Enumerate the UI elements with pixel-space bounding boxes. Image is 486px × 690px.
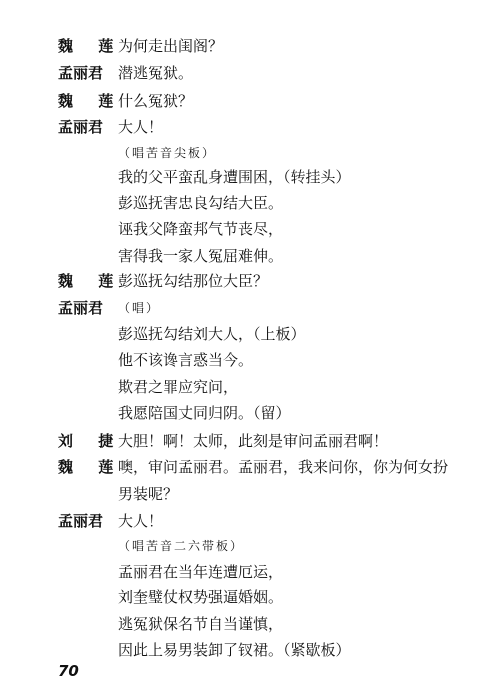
dialogue-text: 逃冤狱保名节自当谨慎， [118,615,284,633]
speaker-name: 魏 莲 [58,37,124,55]
speaker-name: 孟丽君 [58,299,104,317]
speaker-name: 孟丽君 [58,512,104,530]
speaker-name: 魏 莲 [58,92,124,110]
dialogue-text: 害得我一家人冤屈难伸。 [118,247,284,265]
dialogue-text: 因此上易男装卸了钗裙。（紧歇板） [118,641,351,659]
dialogue-text: 诬我父降蛮邦气节丧尽， [118,220,284,238]
page-number: 70 [58,662,79,680]
dialogue-text: （唱） [118,301,161,315]
dialogue-text: 彭巡抚害忠良勾结大臣。 [118,194,284,212]
dialogue-text: 大人！ [118,118,164,136]
dialogue-text: 噢，审问孟丽君。孟丽君，我来问你，你为何女扮 [118,458,449,476]
dialogue-text: （唱苦音二六带板） [118,539,245,553]
dialogue-text: 彭巡抚勾结刘大人，（上板） [118,325,306,343]
dialogue-text: 彭巡抚勾结那位大臣？ [118,272,269,290]
dialogue-text: 欺君之罪应究问， [118,378,239,396]
dialogue-text: 孟丽君在当年连遭厄运， [118,563,284,581]
dialogue-text: 什么冤狱？ [118,92,194,110]
dialogue-text: 我的父平蛮乱身遭围困，（转挂头） [118,168,351,186]
speaker-name: 孟丽君 [58,118,104,136]
speaker-name: 魏 莲 [58,272,124,290]
dialogue-text: 我愿陪国丈同归阴。（留） [118,404,291,422]
dialogue-text: 他不该谗言惑当今。 [118,351,254,369]
dialogue-text: （唱苦音尖板） [118,146,217,160]
dialogue-text: 为何走出闺阁？ [118,37,224,55]
dialogue-text: 潜逃冤狱。 [118,64,194,82]
speaker-name: 刘 捷 [58,432,124,450]
dialogue-text: 大人！ [118,512,164,530]
speaker-name: 魏 莲 [58,458,124,476]
dialogue-text: 大胆！啊！太师，此刻是审问孟丽君啊！ [118,432,389,450]
dialogue-text: 刘奎璧仗权势强逼婚姻。 [118,588,284,606]
speaker-name: 孟丽君 [58,64,104,82]
dialogue-text: 男装呢？ [118,485,179,503]
